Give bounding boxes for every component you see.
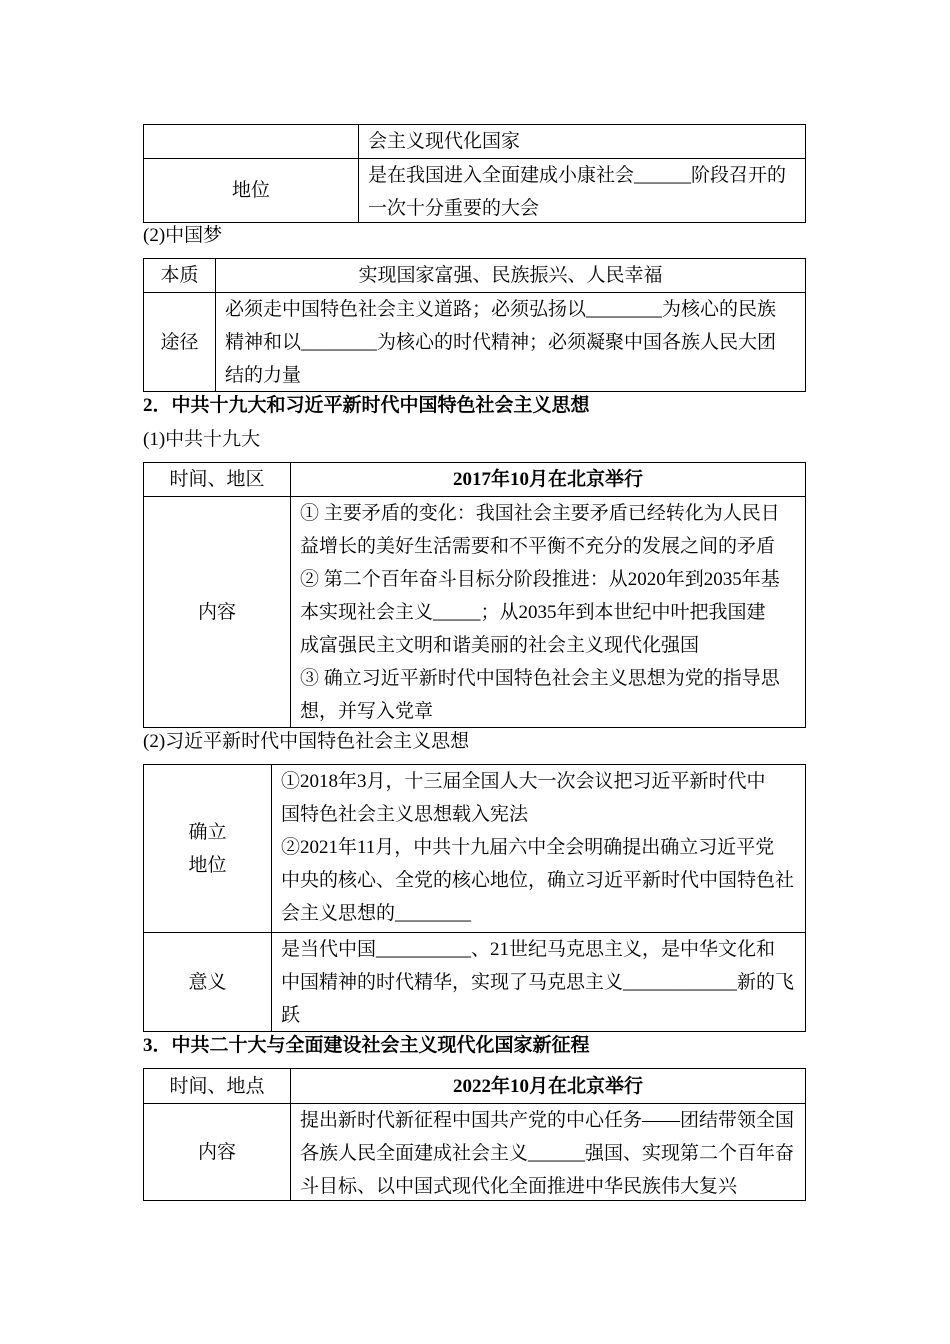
line: 本实现社会主义_____；从2035年到本世纪中叶把我国建 (300, 602, 766, 623)
row-content (359, 125, 805, 158)
row-label (144, 1104, 291, 1200)
row-label (144, 159, 359, 222)
line: ② 第二个百年奋斗目标分阶段推进：从2020年到2035年基 (300, 569, 780, 590)
line: ②2021年11月，中共十九届六中全会明确提出确立习近平党 (281, 837, 775, 858)
section-heading-3: 3．中共二十大与全面建设社会主义现代化国家新征程 (143, 1035, 590, 1056)
line: 想，并写入党章 (300, 701, 434, 722)
table-20th-congress (143, 1068, 806, 1201)
table-row (144, 125, 805, 158)
line: 结的力量 (225, 365, 302, 386)
table-row (144, 1103, 805, 1200)
table-row (144, 158, 805, 222)
row-label (144, 933, 272, 1031)
row-content (272, 765, 805, 932)
table-xi-thought (143, 764, 806, 1032)
label-text: 意义 (188, 971, 227, 993)
line: 提出新时代新征程中国共产党的中心任务——团结带领全国 (300, 1110, 795, 1131)
line: ③ 确立习近平新时代中国特色社会主义思想为党的指导思 (300, 668, 780, 689)
line: 一次十分重要的大会 (368, 198, 540, 219)
line: 成富强民主文明和谐美丽的社会主义现代化强国 (300, 635, 700, 656)
row-content (272, 933, 805, 1031)
table-party-congress-cont (143, 124, 806, 223)
line: 益增长的美好生活需要和不平衡不充分的发展之间的矛盾 (300, 536, 776, 557)
line: 斗目标、以中国式现代化全面推进中华民族伟大复兴 (300, 1176, 738, 1197)
row-content (216, 259, 805, 292)
line: 会主义现代化国家 (368, 131, 521, 152)
table-row (144, 932, 805, 1031)
row-label (144, 1069, 291, 1103)
section-heading-2: 2．中共十九大和习近平新时代中国特色社会主义思想 (143, 395, 590, 416)
line: 实现国家富强、民族振兴、人民幸福 (358, 265, 663, 286)
label-text: 地位 (188, 854, 227, 876)
line: 必须走中国特色社会主义道路；必须弘扬以________为核心的民族 (225, 299, 777, 320)
line: 2017年10月在北京举行 (452, 469, 643, 490)
label-text: 时间、地区 (169, 469, 265, 490)
line: 是在我国进入全面建成小康社会______阶段召开的 (368, 165, 787, 186)
table-chinese-dream (143, 258, 806, 392)
table-row (144, 765, 805, 932)
subheading-chinese-dream: (2)中国梦 (143, 225, 223, 246)
row-label (144, 497, 291, 727)
row-content (359, 159, 805, 222)
line: 各族人民全面建成社会主义______强国、实现第二个百年奋 (300, 1143, 795, 1164)
label-text: 途径 (160, 331, 199, 353)
row-content (291, 1069, 805, 1103)
row-label (144, 259, 216, 292)
label-text: 地位 (231, 180, 270, 201)
row-content (291, 1104, 805, 1200)
line: 跃 (281, 1005, 301, 1026)
label-text: 时间、地点 (169, 1075, 265, 1097)
line: 2022年10月在北京举行 (452, 1075, 643, 1097)
subheading-19th-congress: (1)中共十九大 (143, 429, 261, 450)
label-text: 本质 (160, 265, 199, 286)
row-content (291, 497, 805, 727)
row-content (216, 293, 805, 391)
table-row (144, 496, 805, 727)
row-label (144, 765, 272, 932)
row-label (144, 293, 216, 391)
line: 中央的核心、全党的核心地位，确立习近平新时代中国特色社 (281, 870, 795, 891)
row-content (291, 463, 805, 496)
row-label (144, 463, 291, 496)
line: ①2018年3月，十三届全国人大一次会议把习近平新时代中 (281, 771, 766, 792)
line: 是当代中国__________、21世纪马克思主义，是中华文化和 (281, 939, 776, 960)
label-text: 内容 (197, 1141, 236, 1163)
table-row (144, 259, 805, 292)
label-text: 内容 (197, 601, 236, 623)
line: ① 主要矛盾的变化：我国社会主要矛盾已经转化为人民日 (300, 503, 780, 524)
subheading-xi-thought: (2)习近平新时代中国特色社会主义思想 (143, 731, 470, 752)
row-label (144, 125, 359, 158)
table-row (144, 463, 805, 496)
line: 精神和以________为核心的时代精神；必须凝聚中国各族人民大团 (225, 332, 777, 353)
line: 会主义思想的________ (281, 903, 472, 924)
label-text: 确立 (188, 821, 227, 843)
table-row (144, 1069, 805, 1103)
line: 国特色社会主义思想载入宪法 (281, 804, 529, 825)
table-19th-congress (143, 462, 806, 728)
line: 中国精神的时代精华，实现了马克思主义____________新的飞 (281, 972, 795, 993)
table-row (144, 292, 805, 391)
